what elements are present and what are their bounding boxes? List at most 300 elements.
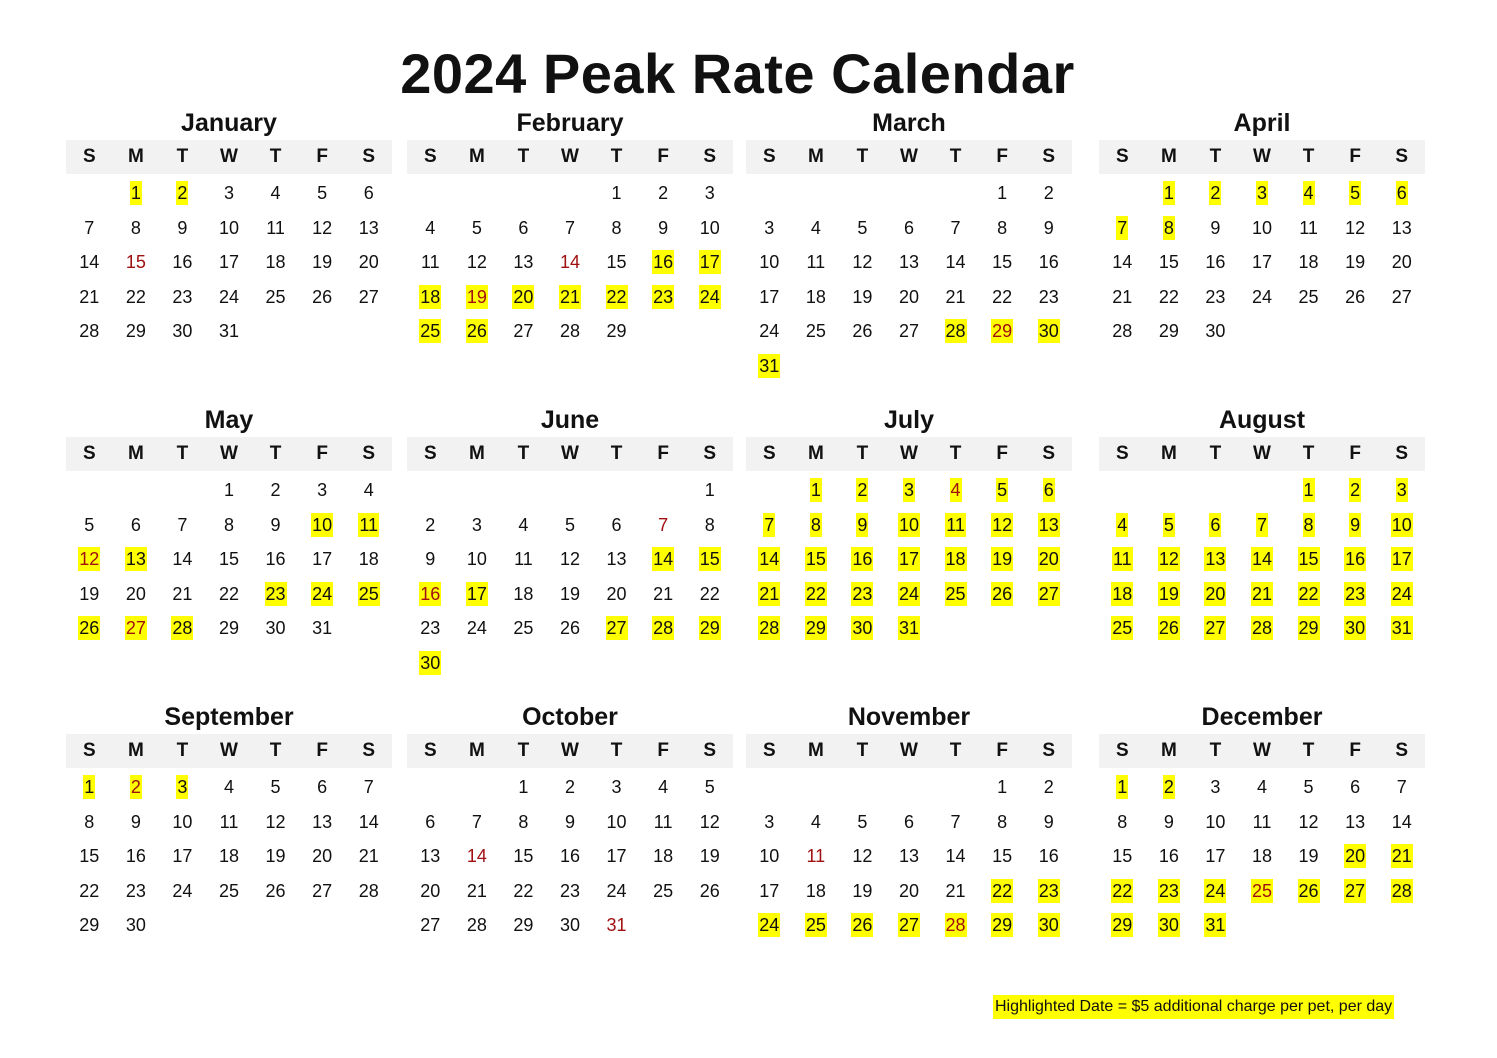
day-number: 10 (1251, 217, 1272, 238)
day-cell (886, 314, 933, 349)
day-cell (886, 611, 933, 646)
month-january (66, 108, 392, 349)
day-cell (1025, 805, 1072, 840)
day-cell (66, 805, 113, 840)
day-number: 8 (704, 514, 715, 535)
weekday-label: W (1253, 443, 1271, 464)
empty-cell (407, 176, 454, 211)
day-number: 18 (1112, 583, 1133, 604)
day-cell (686, 839, 733, 874)
day-cell (1332, 839, 1379, 874)
day-cell (345, 542, 392, 577)
day-number: 2 (857, 480, 868, 500)
day-number: 30 (1038, 321, 1059, 341)
day-number: 22 (992, 880, 1013, 901)
day-number: 30 (265, 618, 286, 638)
day-cell (1239, 245, 1286, 280)
day-number: 9 (658, 217, 669, 238)
weekday-label: W (561, 740, 579, 761)
day-cell (66, 245, 113, 280)
day-cell (345, 473, 392, 508)
weekday-label: T (949, 740, 962, 761)
day-number: 23 (265, 583, 286, 604)
day-number: 16 (1345, 549, 1366, 569)
day-cell (1099, 542, 1146, 577)
weekday-label: T (610, 443, 623, 464)
day-cell (66, 611, 113, 646)
day-number: 6 (1043, 480, 1054, 500)
page-title: 2024 Peak Rate Calendar (400, 42, 1075, 105)
day-number: 19 (79, 583, 100, 604)
weekday-label: W (220, 740, 238, 761)
day-cell (593, 805, 640, 840)
day-number: 28 (653, 618, 674, 638)
day-cell (746, 508, 793, 543)
day-cell (113, 770, 160, 805)
day-grid (407, 176, 733, 349)
day-cell (547, 211, 594, 246)
day-number: 17 (218, 252, 239, 272)
weekday-label: T (517, 740, 530, 761)
day-cell (1192, 176, 1239, 211)
day-number: 1 (1117, 777, 1128, 797)
weekday-header (746, 140, 1072, 174)
day-number: 5 (1303, 777, 1314, 797)
day-cell (1025, 245, 1072, 280)
day-cell (66, 508, 113, 543)
day-number: 9 (425, 549, 436, 569)
month-name: December (1201, 703, 1323, 731)
day-number: 3 (177, 777, 188, 797)
weekday-label: F (1349, 443, 1361, 464)
day-cell (547, 805, 594, 840)
day-number: 17 (1391, 549, 1412, 569)
day-number: 10 (312, 514, 333, 535)
empty-cell (66, 176, 113, 211)
weekday-label: M (468, 740, 485, 761)
weekday-label: S (423, 443, 437, 464)
day-cell (686, 577, 733, 612)
day-number: 20 (898, 286, 919, 307)
day-number: 14 (945, 846, 966, 866)
empty-cell (547, 473, 594, 508)
weekday-label: T (269, 443, 282, 464)
month-december (1099, 702, 1425, 943)
day-cell (1378, 770, 1425, 805)
weekday-label: T (176, 443, 189, 464)
day-number: 4 (363, 480, 374, 500)
day-cell (793, 245, 840, 280)
day-number: 9 (177, 217, 188, 238)
day-cell (299, 542, 346, 577)
weekday-label: S (362, 443, 376, 464)
day-cell (252, 245, 299, 280)
day-cell (159, 611, 206, 646)
day-cell (454, 611, 501, 646)
day-cell (686, 211, 733, 246)
day-cell (1099, 245, 1146, 280)
day-number: 25 (513, 618, 534, 638)
day-cell (1378, 542, 1425, 577)
day-number: 3 (1210, 777, 1221, 797)
weekday-label: T (269, 740, 282, 761)
day-cell (345, 508, 392, 543)
day-number: 23 (852, 583, 873, 604)
day-number: 24 (759, 915, 780, 935)
day-number: 31 (1391, 618, 1412, 638)
weekday-label: T (1209, 443, 1222, 464)
day-number: 21 (358, 846, 379, 866)
day-cell (407, 908, 454, 943)
day-cell (500, 805, 547, 840)
day-cell (113, 874, 160, 909)
day-cell (407, 611, 454, 646)
day-number: 28 (1391, 880, 1412, 901)
day-number: 18 (805, 286, 826, 307)
day-number: 28 (1112, 321, 1133, 341)
weekday-header (66, 734, 392, 768)
weekday-header (407, 437, 733, 471)
day-number: 22 (1298, 583, 1319, 604)
day-cell (252, 542, 299, 577)
day-number: 1 (611, 183, 622, 203)
day-number: 15 (125, 252, 146, 272)
day-cell (206, 211, 253, 246)
day-number: 11 (1252, 811, 1272, 832)
day-cell (547, 611, 594, 646)
day-number: 4 (810, 811, 821, 832)
weekday-label: T (949, 443, 962, 464)
day-number: 24 (312, 583, 333, 604)
day-cell (206, 874, 253, 909)
day-number: 26 (466, 321, 487, 341)
day-number: 10 (172, 811, 193, 832)
weekday-header (746, 437, 1072, 471)
day-number: 15 (992, 252, 1013, 272)
day-cell (793, 542, 840, 577)
day-number: 30 (1205, 321, 1226, 341)
day-number: 18 (653, 846, 674, 866)
empty-cell (793, 176, 840, 211)
day-number: 24 (1391, 583, 1412, 604)
day-number: 20 (358, 252, 379, 272)
day-number: 9 (270, 514, 281, 535)
day-number: 14 (1391, 811, 1412, 832)
day-cell (979, 805, 1026, 840)
weekday-header (66, 140, 392, 174)
day-number: 7 (1396, 777, 1407, 797)
day-cell (1332, 211, 1379, 246)
weekday-label: F (316, 146, 328, 167)
day-cell (159, 577, 206, 612)
weekday-label: F (1349, 146, 1361, 167)
day-cell (839, 908, 886, 943)
day-cell (252, 874, 299, 909)
empty-cell (500, 473, 547, 508)
day-cell (932, 245, 979, 280)
day-number: 28 (559, 321, 580, 341)
day-number: 6 (425, 811, 436, 832)
day-number: 27 (898, 321, 919, 341)
day-number: 5 (84, 514, 95, 535)
day-cell (1332, 508, 1379, 543)
day-cell (640, 839, 687, 874)
day-number: 27 (1345, 880, 1366, 901)
day-number: 19 (699, 846, 720, 866)
day-number: 28 (945, 321, 966, 341)
day-cell (839, 542, 886, 577)
day-number: 1 (1163, 183, 1174, 203)
day-cell (1239, 577, 1286, 612)
day-number: 13 (358, 217, 379, 238)
month-may (66, 405, 392, 646)
day-number: 10 (759, 252, 780, 272)
day-number: 13 (420, 846, 441, 866)
weekday-header (407, 140, 733, 174)
day-number: 24 (218, 286, 239, 307)
empty-cell (746, 473, 793, 508)
day-number: 20 (898, 880, 919, 901)
day-number: 25 (358, 583, 379, 604)
day-cell (345, 211, 392, 246)
day-cell (932, 874, 979, 909)
day-cell (1285, 611, 1332, 646)
day-cell (1285, 176, 1332, 211)
day-cell (252, 176, 299, 211)
day-number: 13 (1391, 217, 1412, 238)
day-number: 25 (265, 286, 286, 307)
day-cell (686, 280, 733, 315)
day-number: 2 (1043, 183, 1054, 203)
day-cell (66, 839, 113, 874)
day-cell (593, 839, 640, 874)
day-cell (159, 874, 206, 909)
day-number: 24 (606, 880, 627, 901)
weekday-label: F (316, 443, 328, 464)
day-cell (206, 839, 253, 874)
day-number: 8 (997, 811, 1008, 832)
day-number: 3 (471, 514, 482, 535)
day-number: 9 (1350, 514, 1361, 535)
empty-cell (593, 473, 640, 508)
day-cell (1378, 611, 1425, 646)
day-cell (1146, 211, 1193, 246)
day-number: 10 (218, 217, 239, 238)
day-cell (113, 805, 160, 840)
day-cell (1239, 611, 1286, 646)
day-number: 12 (1158, 549, 1179, 569)
day-number: 27 (312, 880, 333, 901)
day-number: 9 (1163, 811, 1174, 832)
day-cell (746, 908, 793, 943)
day-number: 4 (658, 777, 669, 797)
day-cell (640, 176, 687, 211)
day-cell (454, 577, 501, 612)
day-cell (1332, 176, 1379, 211)
day-number: 20 (1345, 846, 1366, 866)
day-number: 23 (1158, 880, 1179, 901)
day-cell (979, 839, 1026, 874)
day-cell (407, 280, 454, 315)
day-cell (206, 542, 253, 577)
day-number: 21 (945, 880, 966, 901)
month-name: November (847, 703, 971, 731)
day-cell (886, 874, 933, 909)
day-number: 28 (466, 915, 487, 935)
weekday-label: S (1115, 443, 1129, 464)
weekday-label: T (1302, 740, 1315, 761)
day-number: 14 (172, 549, 193, 569)
day-number: 29 (1158, 321, 1179, 341)
day-number: 26 (852, 915, 873, 935)
day-cell (886, 805, 933, 840)
day-number: 16 (559, 846, 580, 866)
day-number: 29 (606, 321, 627, 341)
day-cell (1192, 839, 1239, 874)
day-cell (746, 280, 793, 315)
weekday-label: F (316, 740, 328, 761)
day-cell (839, 839, 886, 874)
day-number: 26 (699, 880, 720, 901)
day-cell (1192, 805, 1239, 840)
day-cell (547, 874, 594, 909)
day-number: 23 (559, 880, 580, 901)
month-name: October (522, 703, 618, 731)
day-number: 4 (1117, 514, 1128, 535)
weekday-label: W (561, 443, 579, 464)
month-november (746, 702, 1072, 943)
day-number: 22 (606, 286, 627, 307)
day-grid (746, 770, 1072, 943)
empty-cell (1239, 473, 1286, 508)
day-number: 23 (1038, 286, 1059, 307)
day-number: 20 (1038, 549, 1059, 569)
day-cell (979, 874, 1026, 909)
day-cell (686, 770, 733, 805)
month-name: March (872, 109, 946, 137)
weekday-label: T (517, 146, 530, 167)
day-number: 3 (764, 811, 775, 832)
day-cell (839, 805, 886, 840)
day-cell (299, 508, 346, 543)
day-cell (932, 314, 979, 349)
day-number: 15 (699, 549, 720, 569)
day-number: 18 (1298, 252, 1319, 272)
day-number: 7 (658, 514, 669, 535)
day-number: 8 (84, 811, 95, 832)
day-cell (793, 874, 840, 909)
day-number: 13 (606, 549, 627, 569)
day-cell (1285, 245, 1332, 280)
day-cell (979, 770, 1026, 805)
day-number: 1 (997, 183, 1008, 203)
day-number: 22 (79, 880, 100, 901)
day-cell (159, 245, 206, 280)
day-cell (793, 611, 840, 646)
day-cell (746, 314, 793, 349)
empty-cell (932, 176, 979, 211)
day-number: 18 (513, 583, 534, 604)
day-cell (1192, 908, 1239, 943)
day-cell (1378, 245, 1425, 280)
day-cell (113, 542, 160, 577)
day-number: 13 (1345, 811, 1366, 832)
day-cell (793, 211, 840, 246)
day-cell (159, 508, 206, 543)
day-cell (640, 508, 687, 543)
day-cell (1192, 577, 1239, 612)
weekday-header (746, 734, 1072, 768)
day-number: 19 (852, 286, 873, 307)
empty-cell (746, 176, 793, 211)
day-number: 15 (1298, 549, 1319, 569)
day-number: 15 (513, 846, 534, 866)
day-number: 15 (218, 549, 239, 569)
day-cell (454, 508, 501, 543)
day-number: 19 (1298, 846, 1319, 866)
day-cell (252, 577, 299, 612)
day-cell (299, 211, 346, 246)
day-number: 24 (1251, 286, 1272, 307)
day-number: 27 (1038, 583, 1059, 604)
day-cell (500, 874, 547, 909)
day-cell (1239, 839, 1286, 874)
weekday-label: S (762, 740, 776, 761)
month-name: June (540, 406, 600, 434)
day-number: 8 (810, 514, 821, 535)
day-cell (454, 280, 501, 315)
day-number: 29 (1298, 618, 1319, 638)
day-number: 29 (992, 915, 1013, 935)
day-number: 7 (950, 811, 961, 832)
weekday-label: F (657, 146, 669, 167)
day-cell (839, 874, 886, 909)
day-number: 16 (1205, 252, 1226, 272)
day-cell (839, 473, 886, 508)
day-number: 8 (1117, 811, 1128, 832)
day-number: 27 (358, 286, 379, 307)
day-number: 17 (1205, 846, 1226, 866)
day-number: 23 (420, 618, 441, 638)
weekday-label: F (996, 146, 1008, 167)
weekday-label: M (1160, 443, 1177, 464)
day-number: 4 (270, 183, 281, 203)
day-number: 1 (704, 480, 715, 500)
day-number: 31 (759, 355, 780, 376)
day-number: 28 (945, 915, 966, 935)
day-cell (1239, 211, 1286, 246)
day-cell (252, 473, 299, 508)
day-cell (407, 805, 454, 840)
weekday-label: T (856, 740, 869, 761)
day-number: 5 (270, 777, 281, 797)
weekday-label: S (762, 443, 776, 464)
weekday-label: T (1209, 146, 1222, 167)
day-number: 31 (898, 618, 919, 638)
day-cell (66, 874, 113, 909)
day-cell (547, 770, 594, 805)
day-cell (66, 211, 113, 246)
day-cell (252, 770, 299, 805)
day-number: 27 (1205, 618, 1226, 638)
day-cell (839, 508, 886, 543)
day-number: 10 (466, 549, 487, 569)
day-number: 25 (1251, 880, 1272, 901)
month-april (1099, 108, 1425, 349)
day-number: 1 (1303, 480, 1314, 500)
day-number: 10 (606, 811, 627, 832)
weekday-label: S (1042, 740, 1056, 761)
